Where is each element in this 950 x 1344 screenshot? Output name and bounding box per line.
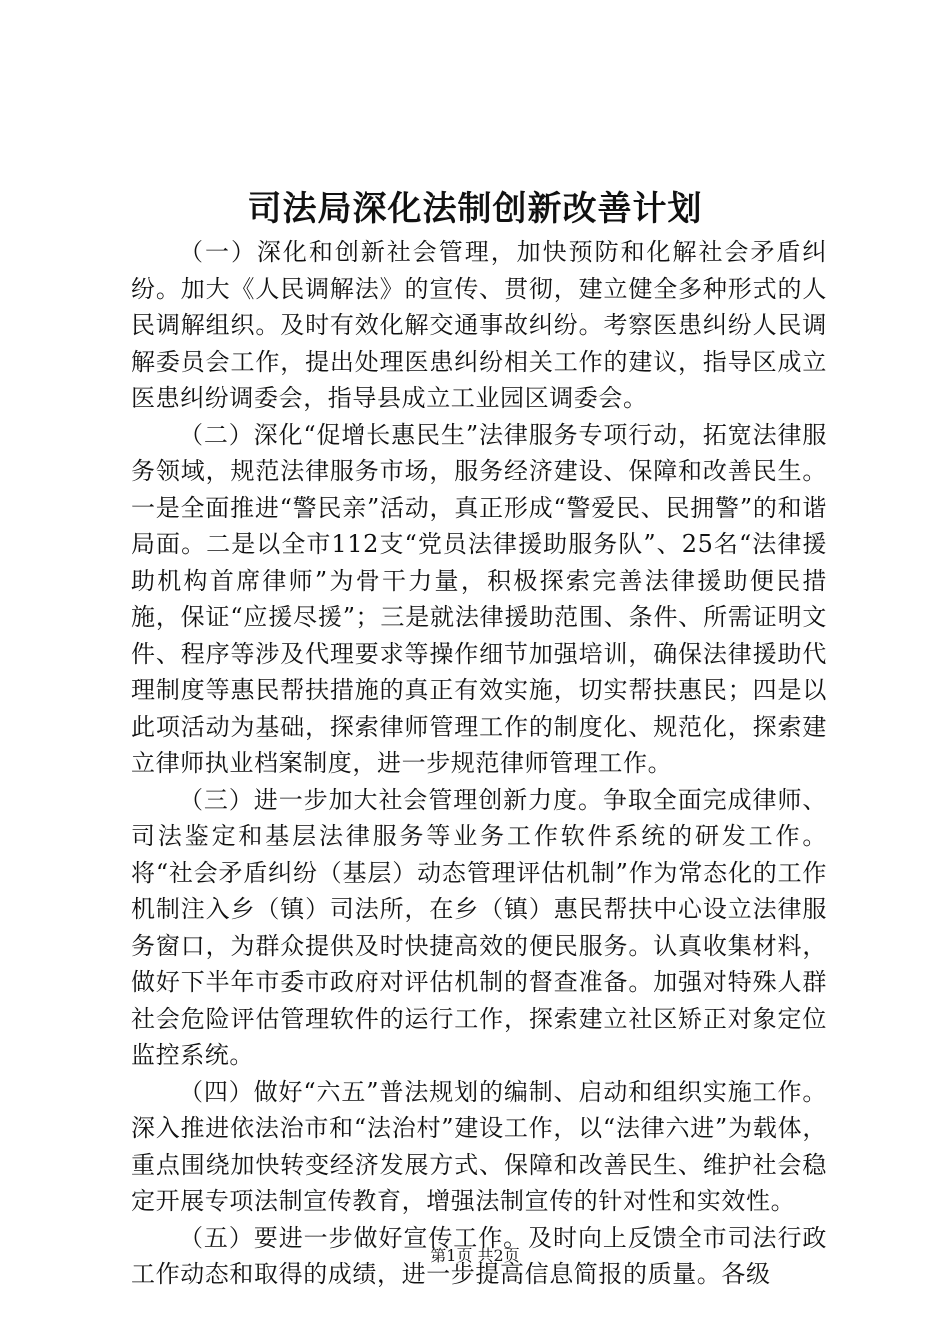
paragraph-4: （四）做好“六五”普法规划的编制、启动和组织实施工作。深入推进依法治市和“法治村”建设工作，以“法律六进”为载体，重点围绕加快转变经济发展方式、保障和改善民生、维护社会稳定开展专项法制宣传教育，增强法制宣传的针对性和实效性。 <box>131 1077 827 1215</box>
page-footer: 第1页 共2页 <box>430 1246 520 1265</box>
document-title: 司法局深化法制创新改善计划 <box>247 189 703 229</box>
document-body <box>131 234 827 1293</box>
paragraph-2: （二）深化“促增长惠民生”法律服务专项行动，拓宽法律服务领域，规范法律服务市场，服务经济建设、保障和改善民生。一是全面推进“警民亲”活动，真正形成“警爱民、民拥警”的和谐局面。二是以全市112支“党员法律援助服务队”、25名“法律援助机构首席律师”为骨干力量，积极探索完善法律援助便民措施，保证“应援尽援”；三是就法律援助范围、条件、所需证明文件、程序等涉及代理要求等操作细节加强培训，确保法律援助代理制度等惠民帮扶措施的真正有效实施，切实帮扶惠民；四是以此项活动为基础，探索律师管理工作的制度化、规范化，探索建立律师执业档案制度，进一步规范律师管理工作。 <box>131 420 827 777</box>
paragraph-1: （一）深化和创新社会管理，加快预防和化解社会矛盾纠纷。加大《人民调解法》的宣传、贯彻，建立健全多种形式的人民调解组织。及时有效化解交通事故纠纷。考察医患纠纷人民调解委员会工作，提出处理医患纠纷相关工作的建议，指导区成立医患纠纷调委会，指导县成立工业园区调委会。 <box>131 238 827 412</box>
paragraph-3: （三）进一步加大社会管理创新力度。争取全面完成律师、司法鉴定和基层法律服务等业务工作软件系统的研发工作。将“社会矛盾纠纷（基层）动态管理评估机制”作为常态化的工作机制注入乡（镇）司法所，在乡（镇）惠民帮扶中心设立法律服务窗口，为群众提供及时快捷高效的便民服务。认真收集材料，做好下半年市委市政府对评估机制的督查准备。加强对特殊人群社会危险评估管理软件的运行工作，探索建立社区矫正对象定位监控系统。 <box>131 785 827 1069</box>
paragraph-5: （五）要进一步做好宣传工作。及时向上反馈全市司法行政工作动态和取得的成绩，进一步提高信息简报的质量。各级 <box>131 1223 827 1288</box>
